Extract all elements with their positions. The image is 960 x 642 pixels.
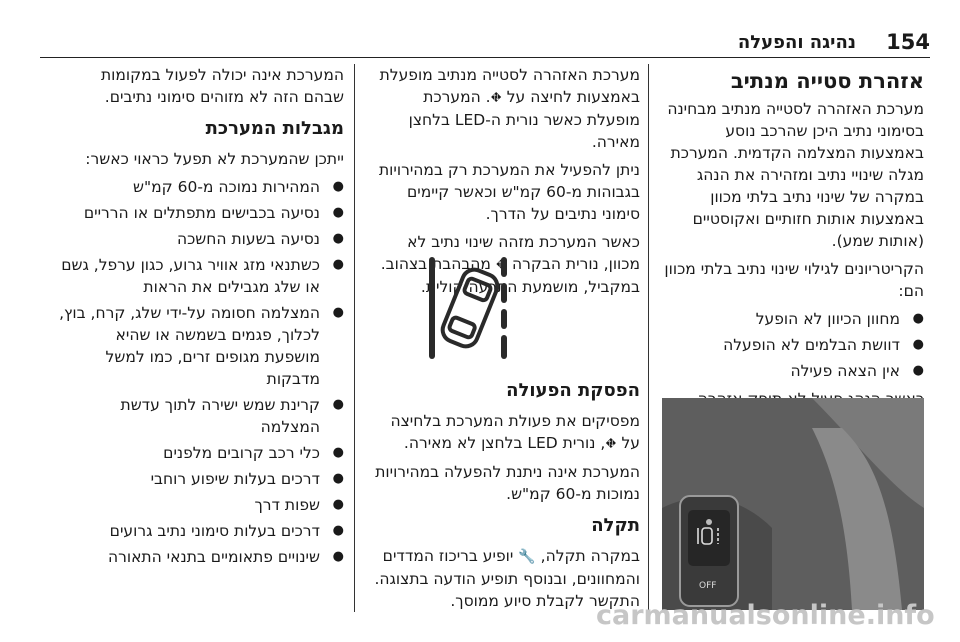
paragraph: המערכת אינה ניתנת להפעלה במהירויות נמוכות מ-60 קמ"ש.	[375, 463, 640, 503]
lane-departure-icon: ⛖	[490, 90, 502, 106]
middle-column-lower	[372, 370, 640, 618]
paragraph: המערכת אינה יכולה לפעול במקומות שבהם הזה לא מזוהים סימוני נתיבים.	[100, 66, 344, 106]
control-button-photo	[662, 398, 924, 610]
page-number: 154	[886, 30, 930, 54]
header-rule	[40, 57, 930, 58]
list-item: ● דרכים בעלות שיפוע רוחבי	[58, 468, 320, 490]
list-item: ● כלי רכב קרובים מלפנים	[58, 442, 320, 464]
lane-departure-icon	[372, 256, 572, 366]
list-item: ● שפות דרך	[58, 494, 320, 516]
section-title-lane-departure: אזהרת סטייה מנתיב	[730, 69, 924, 93]
list-item: ● דוושת הבלמים לא הופעלה	[662, 334, 900, 356]
section-title-fault: תקלה	[591, 515, 640, 536]
list-item: ● דרכים בעלות סימוני נתיב גרועים	[58, 520, 320, 542]
section-title-limitations: מגבלות המערכת	[205, 118, 344, 139]
running-title: נהיגה והפעלה	[737, 32, 856, 53]
lane-departure-icon: ⛖	[605, 436, 617, 452]
list-item: ● שינויים פתאומיים בתנאי התאורה	[58, 546, 320, 568]
console-illustration	[662, 398, 924, 610]
list-item: ● נסיעה בשעות החשכה	[58, 228, 320, 250]
paragraph: מערכת האזהרה לסטייה מנתיב מבחינה בסימוני נתיב היכן שהרכב נוסע באמצעות המצלמה הקדמית. המערכת מגלה שינויי נתיב ומזהירה את הנהג במקרה של שינוי נתיב בלתי מכוון באמצעות אותות חזותיים ואקוסטיים (אותות שמע).	[667, 100, 924, 250]
off-label: OFF	[699, 581, 717, 591]
paragraph: מערכת האזהרה לסטייה מנתיב מופעלת באמצעות לחיצה על ⛖. המערכת מופעלת כאשר נורית ה-LED בלחצן מאירה.	[379, 66, 640, 151]
list-item: ● כשתנאי מזג אוויר גרוע, כגון ערפל, גשם או שלג מגבילים את הראות	[58, 254, 320, 298]
limitations-list	[58, 176, 344, 568]
paragraph: מפסיקים את פעולת המערכת בלחיצה על ⛖, נורית LED בלחצן לא מאירה.	[390, 412, 640, 452]
lane-departure-icon: ⛖	[495, 257, 508, 273]
list-item: ● מחוון הכיוון לא הופעל	[662, 308, 900, 330]
paragraph: ייתכן שהמערכת לא תפעל כראוי כאשר:	[85, 150, 344, 168]
list-item: ● המהירות נמוכה מ-60 קמ"ש	[58, 176, 320, 198]
left-column	[58, 64, 344, 574]
paragraph: כאשר המערכת מזהה שינוי נתיב לא מכוון, נורית הבקרה ⛖ מהבהבת בצהוב. במקביל, מושמעת התרעה קולית.	[380, 233, 640, 296]
list-item: ● נסיעה בכבישים מתפתלים או הרריים	[58, 202, 320, 224]
paragraph: הקריטריונים לגילוי שינוי נתיב בלתי מכוון הם:	[664, 260, 924, 300]
list-item: ● אין הצאה פעילה	[662, 360, 900, 382]
column-divider	[648, 64, 649, 612]
list-item: ● המצלמה חסומה על-ידי שלג, קרח, בוץ, לכלוך, פגמים בשמשה או שהיא מושפעת מגופים זרים, כמו למשל מדבקות	[58, 302, 320, 390]
paragraph: במקרה תקלה, 🔧 יופיע בריכוז המדדים והמחוונים, ובנוסף תופיע הודעה בתצוגה. התקשר לקבלת סיוע ממוסך.	[374, 547, 640, 610]
criteria-list	[662, 308, 924, 382]
paragraph: ניתן להפעיל את המערכת רק במהירויות בגבוהות מ-60 קמ"ש וכאשר קיימים סימוני נתיבים על הדרך.	[378, 161, 640, 223]
page-header	[0, 0, 960, 56]
list-item: ● קרינת שמש ישירה לתוך עדשת המצלמה	[58, 394, 320, 438]
section-title-deactivation: הפסקת הפעולה	[506, 380, 640, 401]
wrench-icon: 🔧	[518, 549, 536, 565]
column-divider	[354, 64, 355, 612]
watermark: carmanualsonline.info	[596, 600, 935, 631]
